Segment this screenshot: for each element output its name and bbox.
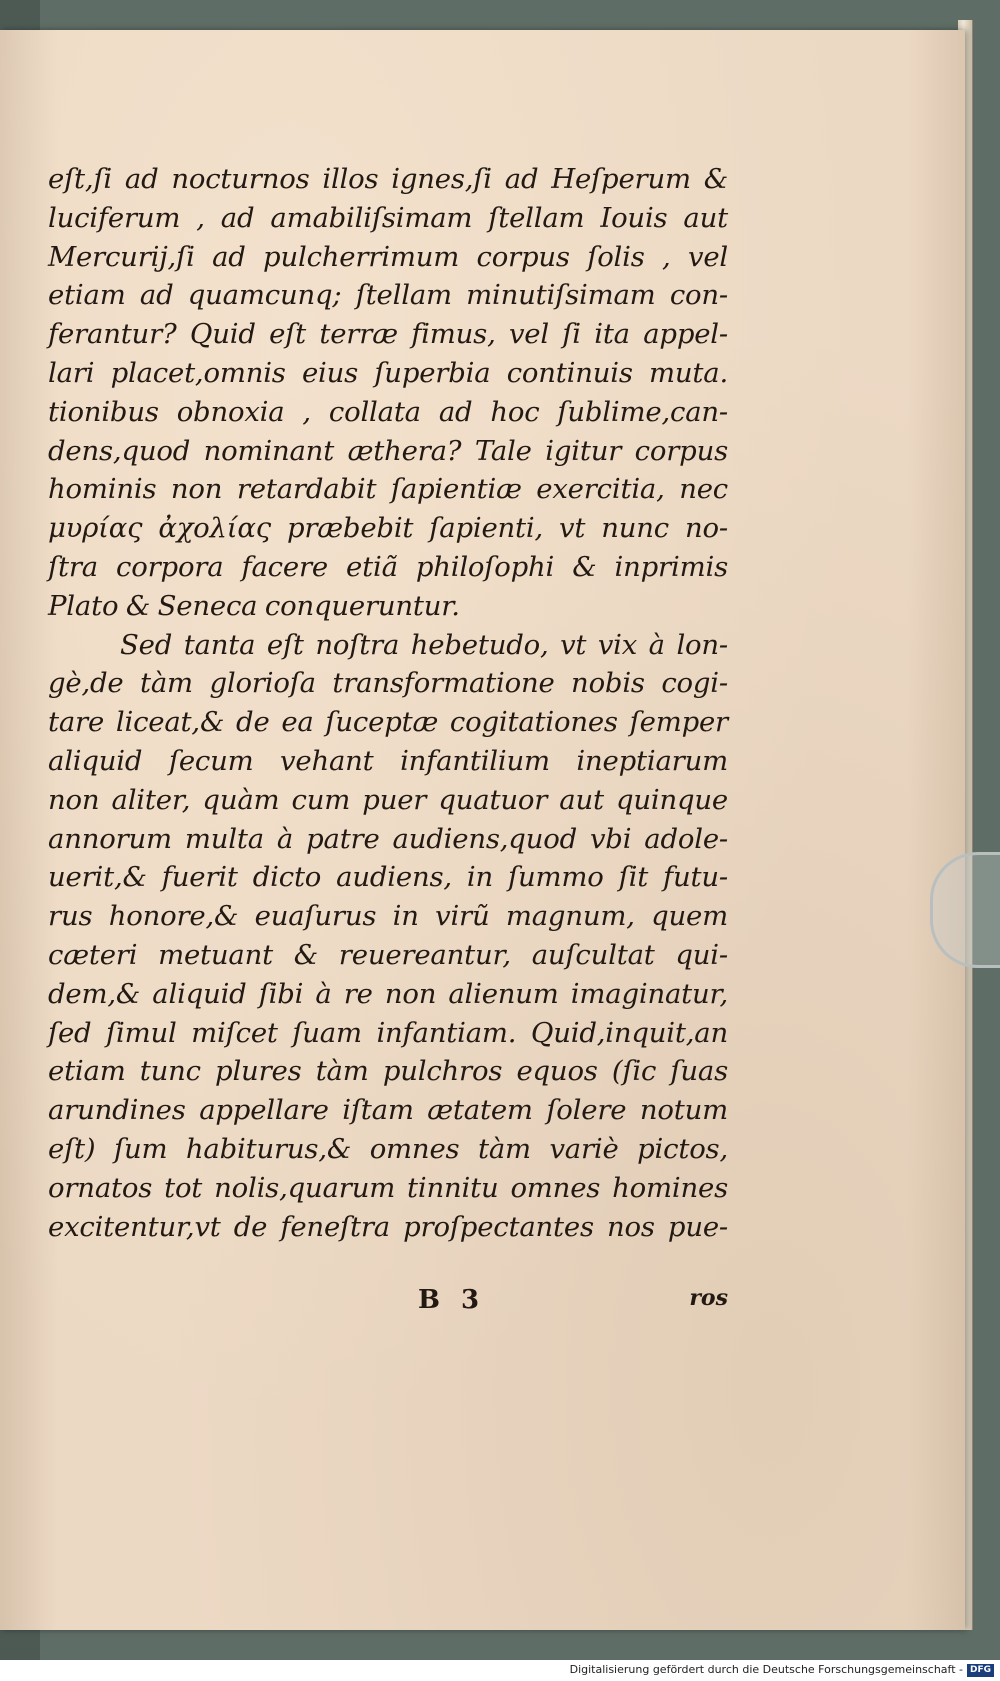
text-line: non aliter, quàm cum puer quatuor aut quinque	[48, 783, 728, 816]
text-line: eſt,ſi ad nocturnos illos ignes,ſi ad Heſperum &	[48, 163, 728, 195]
text-line: Plato & Seneca conqueruntur.	[48, 589, 460, 622]
text-line: eſt) ſum habiturus,& omnes tàm variè pictos,	[48, 1132, 728, 1165]
text-line: etiam ad quamcunq; ſtellam minutiſsimam con-	[48, 279, 728, 312]
page-clip	[930, 852, 1000, 968]
text-line: cæteri metuant & reuereantur, auſcultat qui-	[48, 938, 728, 971]
text-line: luciferum , ad amabiliſsimam ſtellam Iouis aut	[48, 201, 728, 234]
text-line: arundines appellare iſtam ætatem ſolere notum	[48, 1094, 728, 1127]
dfg-logo: DFG	[967, 1664, 994, 1677]
credit-text: Digitalisierung gefördert durch die Deutsche Forschungsgemeinschaft -	[569, 1663, 963, 1676]
text-line: rus honore,& euaſurus in virũ magnum, quem	[48, 900, 728, 933]
text-line: tionibus obnoxia , collata ad hoc ſublime,can-	[48, 395, 728, 428]
text-line: dens,quod nominant æthera? Tale igitur corpus	[48, 434, 728, 467]
text-line: μυρίας ἀχολίας præbebit ſapienti, vt nunc no-	[48, 512, 728, 545]
text-line: annorum multa à patre audiens,quod vbi adole-	[48, 822, 728, 855]
text-line: ferantur? Quid eſt terræ fimus, vel ſi ita appel-	[48, 318, 728, 351]
credit-line	[570, 1663, 994, 1677]
signature-mark: B 3	[418, 1285, 486, 1315]
catchword: ros	[689, 1285, 728, 1311]
text-line: Sed tanta eſt noſtra hebetudo, vt vix à lon-	[120, 628, 728, 661]
credit-bar	[0, 1660, 1000, 1681]
text-line: hominis non retardabit ſapientiæ exercitia, nec	[48, 473, 728, 506]
page-footer	[48, 1285, 728, 1325]
text-line: dem,& aliquid ſibi à re non alienum imaginatur,	[48, 977, 728, 1010]
text-line: tare liceat,& de ea ſuceptæ cogitationes ſemper	[48, 706, 728, 739]
text-line: ſed ſimul miſcet ſuam infantiam. Quid,inquit,an	[48, 1016, 728, 1049]
text-line: ſtra corpora facere etiã philoſophi & inprimis	[48, 550, 728, 583]
text-line: excitentur,vt de feneſtra proſpectantes nos pue-	[48, 1210, 728, 1243]
text-line: uerit,& fuerit dicto audiens, in ſummo ſit futu-	[48, 861, 728, 894]
text-line: etiam tunc plures tàm pulchros equos (ſic ſuas	[48, 1055, 728, 1088]
text-line: aliquid ſecum vehant infantilium ineptiarum	[48, 744, 728, 777]
text-line: gè,de tàm glorioſa transformatione nobis cogi-	[48, 667, 728, 700]
text-line: ornatos tot nolis,quarum tinnitu omnes homines	[48, 1171, 728, 1204]
page-text	[48, 160, 728, 1246]
book-page	[0, 30, 965, 1630]
text-line: lari placet,omnis eius ſuperbia continuis muta.	[48, 356, 728, 389]
text-line: Mercurij,ſi ad pulcherrimum corpus ſolis , vel	[48, 240, 728, 273]
